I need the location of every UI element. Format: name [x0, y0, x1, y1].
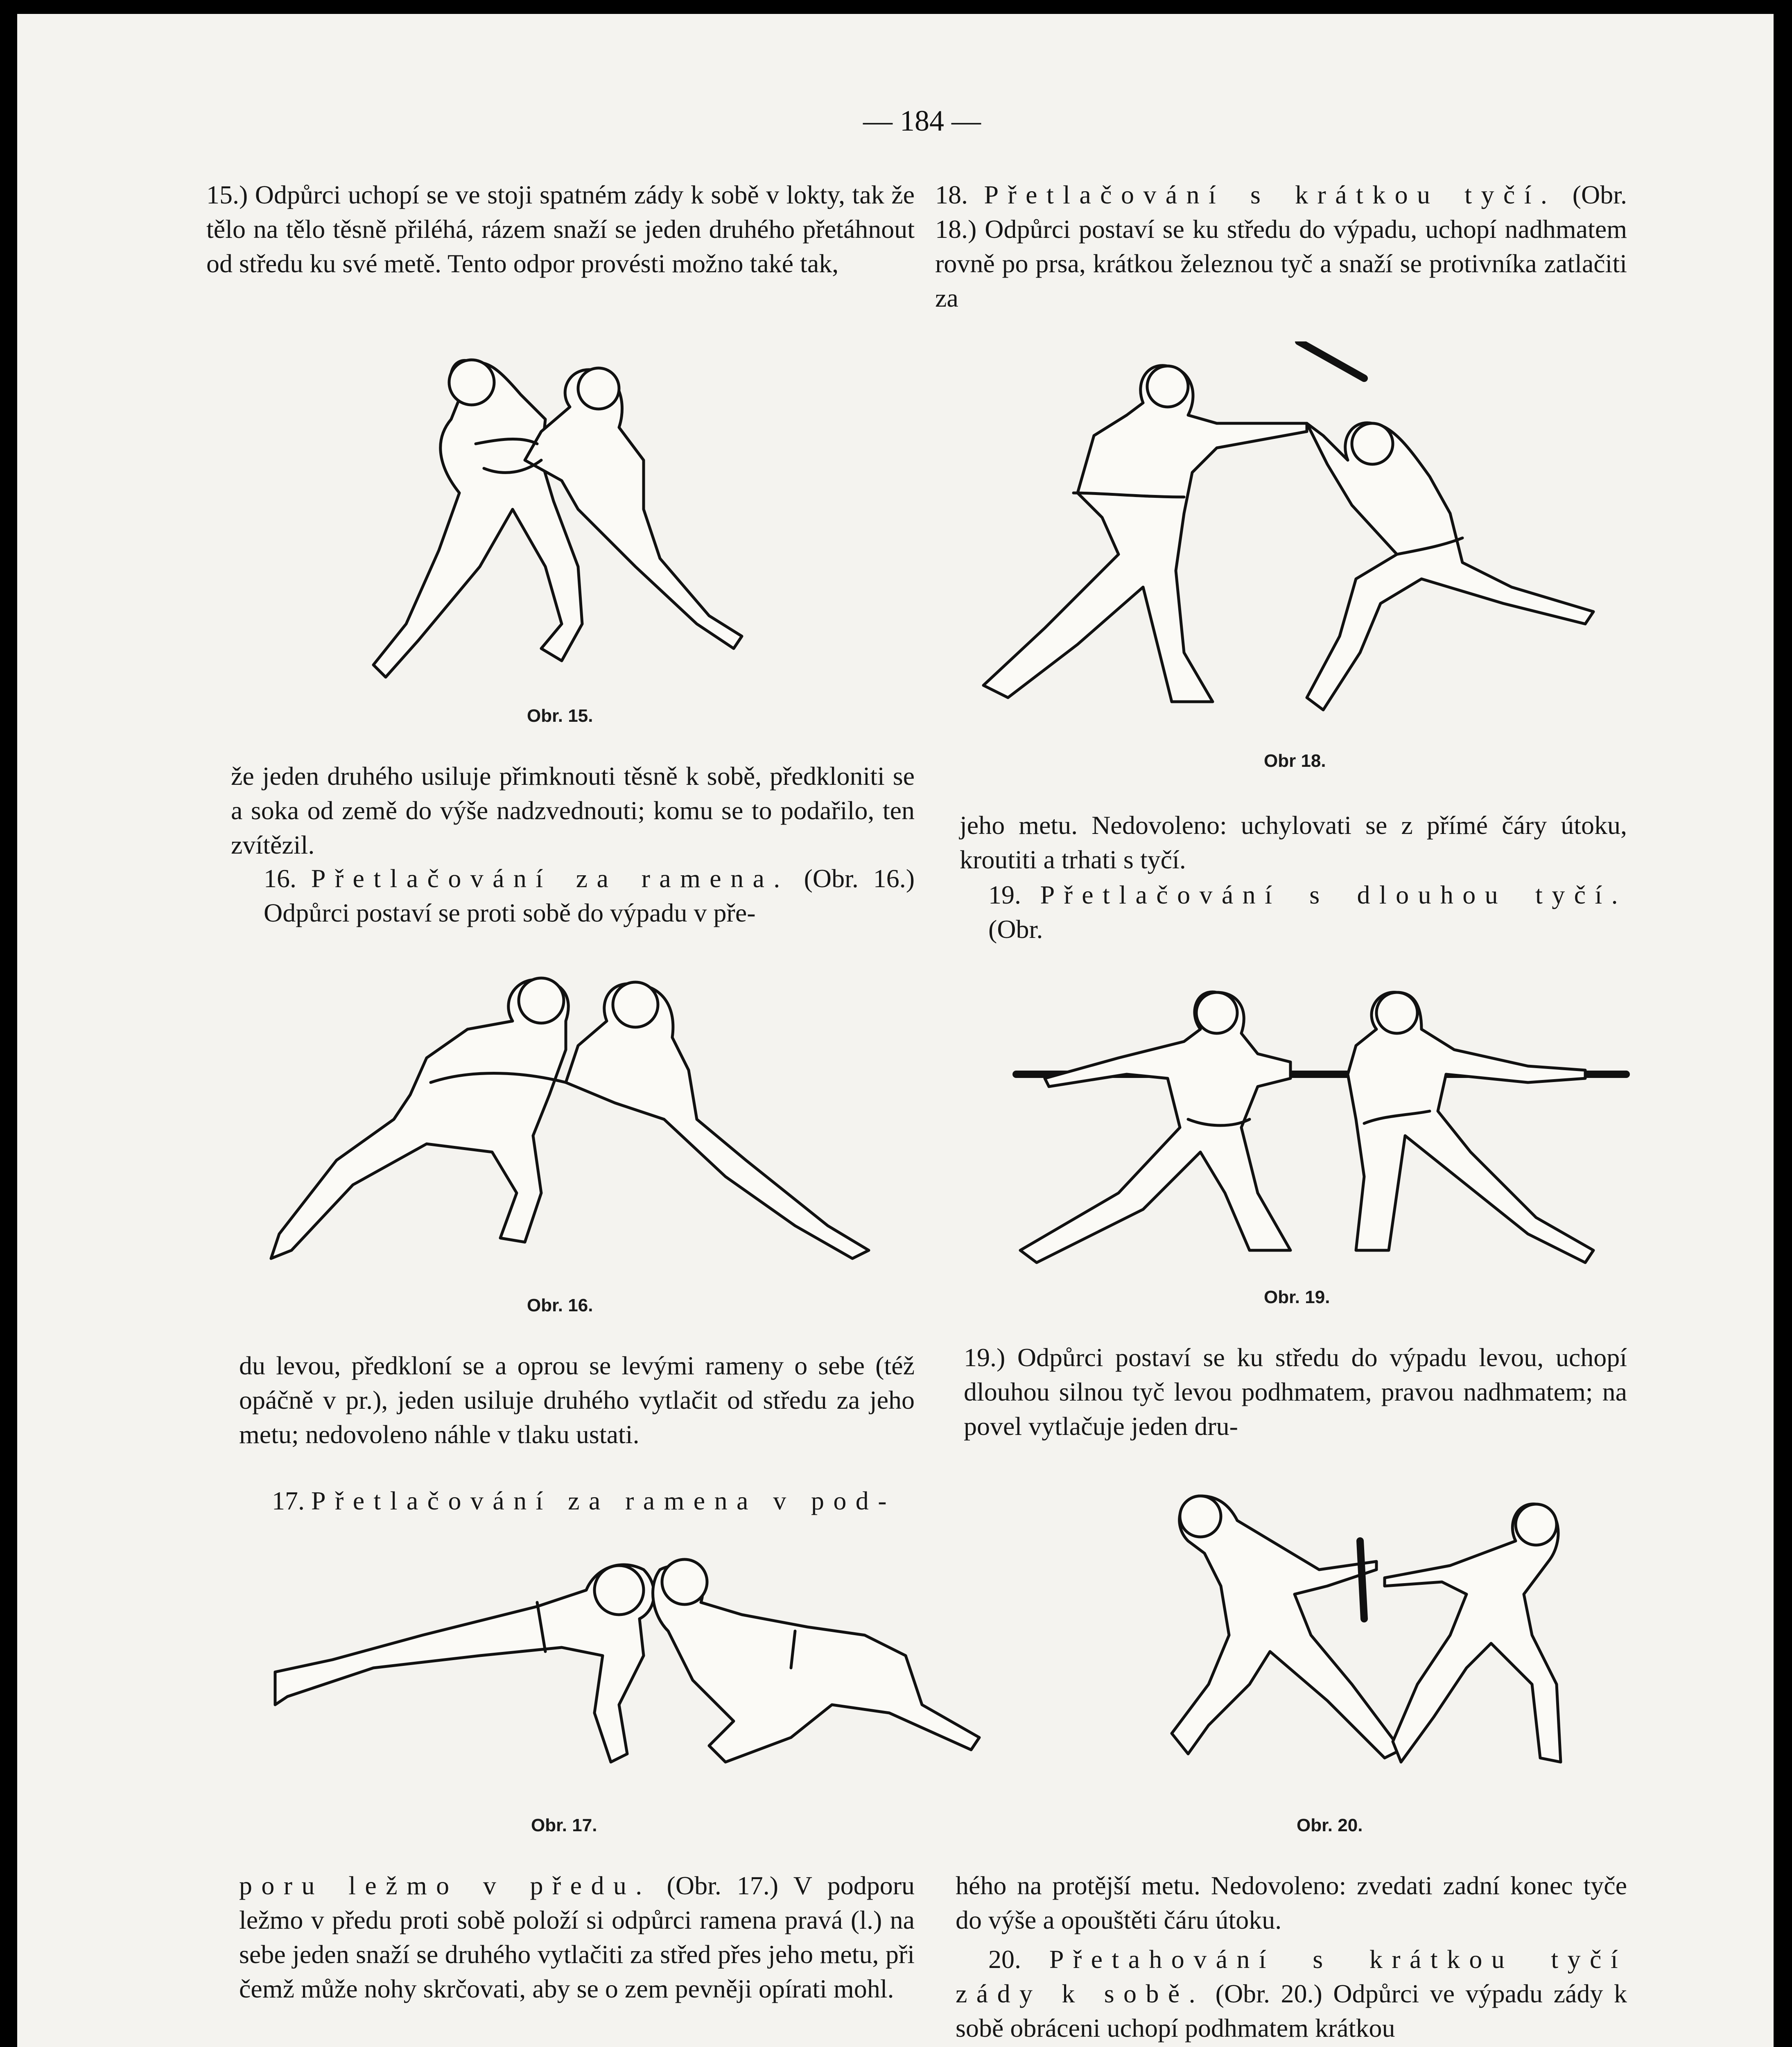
figure-19-caption: Obr. 19.: [1264, 1287, 1330, 1307]
heading-19-line: [988, 878, 1627, 947]
paragraph-18: [935, 178, 1627, 315]
heading-19-rest: (Obr.: [988, 915, 1043, 944]
paragraph-17-continued-text: [239, 1869, 915, 2006]
paragraph-20-start: [956, 1869, 1627, 1937]
paragraph-16-continued-text: du levou, předkloní se a oprou se levými rameny o sebe (též opáčně v pr.), jeden usiluje druhého vytlačit od středu za jeho metu; nedovoleno náhle v tlaku ustati.: [239, 1351, 915, 1449]
paragraph-15: [206, 178, 915, 281]
paragraph-15-continued: [231, 759, 915, 862]
paragraph-18-continued-text: jeho metu. Nedovoleno: uchylovati se z přímé čáry útoku, kroutiti a trhati s tyčí.: [960, 811, 1627, 874]
heading-19: [988, 878, 1627, 947]
heading-16-rest: (Obr. 16.) Odpůrci postaví se proti sobě do výpadu v pře-: [264, 864, 915, 927]
paragraph-20: [956, 1942, 1627, 2045]
heading-18-number: 18.: [935, 180, 968, 209]
paragraph-19-continued: [964, 1340, 1627, 1444]
paragraph-20-start-text: hého na protější metu. Nedovoleno: zvedati zadní konec tyče do výše a opouštěti čáru útoku.: [956, 1871, 1627, 1934]
heading-19-number: 19.: [988, 880, 1021, 909]
heading-16: [264, 861, 915, 930]
heading-17-line: [272, 1484, 915, 1518]
figure-17-illustration: [251, 1533, 1028, 1815]
page-number: — 184 —: [863, 104, 981, 137]
figure-15-illustration: [349, 337, 799, 694]
heading-17-title: Přetlačování za ramena v pod-: [311, 1486, 896, 1515]
paragraph-17-rest: (Obr. 17.) V podporu ležmo v předu proti sobě položí si odpůrci ramena pravá (l.) na sebe jeden snaží se druhého vytlačiti za střed přes jeho metu, při čemž může nohy skrčovati, aby se o zem pevněji opírati mohl.: [239, 1871, 915, 2003]
figure-15-caption: Obr. 15.: [527, 706, 593, 726]
figure-18-illustration: [971, 341, 1634, 734]
heading-17-number: 17.: [272, 1486, 305, 1515]
heading-20-title: Přetahování s krátkou tyčí zády k sobě.: [956, 1945, 1627, 2008]
heading-20-number: 20.: [988, 1945, 1021, 1974]
heading-17: [272, 1484, 915, 1518]
paper-sheet: [17, 14, 1774, 2047]
heading-19-title: Přetlačování s dlouhou tyčí.: [1040, 880, 1627, 909]
paragraph-18-text: [935, 178, 1627, 315]
paragraph-16-continued: [239, 1349, 915, 1452]
figure-19-illustration: [996, 939, 1651, 1275]
paragraph-15-text: 15.) Odpůrci uchopí se ve stoji spatném zády k sobě v lokty, tak že tělo na tělo těsně přiléhá, rázem snaží se jeden druhého přetáhnout od středu ku své metě. Tento odpor provésti možno také tak,: [206, 180, 915, 278]
paragraph-18-continued: [960, 808, 1627, 877]
heading-18-title: Přetlačování s krátkou tyčí.: [984, 180, 1557, 209]
heading-16-number: 16.: [264, 864, 296, 893]
paragraph-20-text: [956, 1942, 1627, 2045]
figure-18-caption: Obr 18.: [1264, 751, 1326, 771]
paragraph-15-continued-text: že jeden druhého usiluje přimknouti těsně k sobě, předkloniti se a soka od země do výše nadzvednouti; komu se to podařilo, ten zvítězil.: [231, 761, 915, 859]
paragraph-17-continued: [239, 1869, 915, 2006]
paragraph-18-rest: (Obr. 18.) Odpůrci postaví se ku středu do výpadu, uchopí nadhmatem rovně po prsa, krátkou železnou tyč a snaží se protivníka zatlačiti za: [935, 180, 1627, 312]
figure-20-illustration: [1155, 1471, 1598, 1803]
figure-16-illustration: [255, 947, 930, 1295]
figure-16-caption: Obr. 16.: [527, 1295, 593, 1315]
paragraph-19-continued-text: 19.) Odpůrci postaví se ku středu do výpadu levou, uchopí dlouhou silnou tyč levou podhmatem, pravou nadhmatem; na povel vytlačuje jeden dru-: [964, 1343, 1627, 1441]
figure-20-caption: Obr. 20.: [1297, 1815, 1363, 1835]
heading-16-title: Přetlačování za ramena.: [311, 864, 789, 893]
heading-16-line: [264, 861, 915, 930]
paragraph-20-rest: (Obr. 20.) Odpůrci ve výpadu zády k sobě obráceni uchopí podhmatem krátkou: [956, 1979, 1627, 2042]
figure-17-caption: Obr. 17.: [531, 1815, 597, 1835]
paragraph-17-title: poru ležmo v předu.: [239, 1871, 651, 1900]
